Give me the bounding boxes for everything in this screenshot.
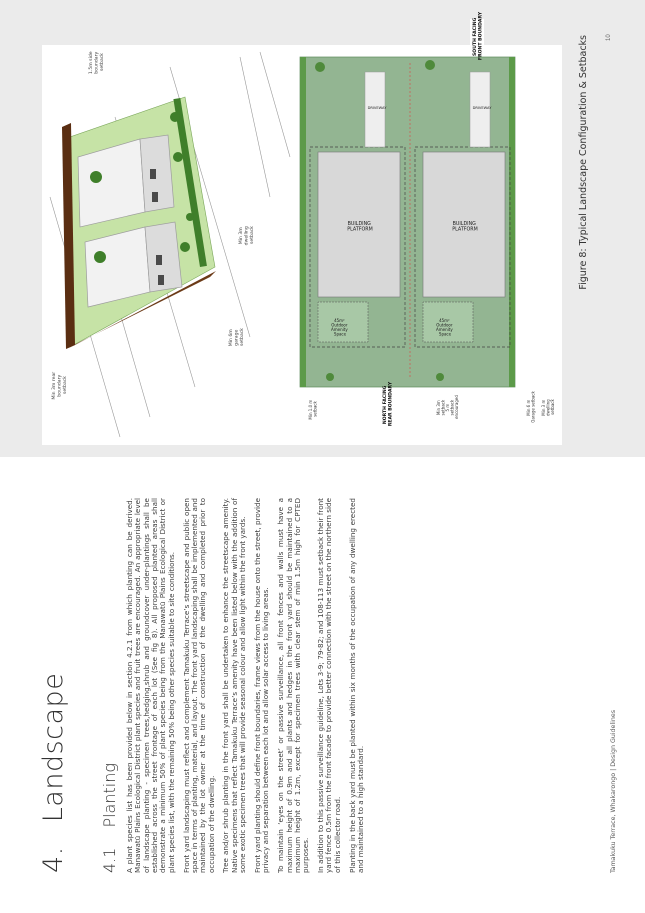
chapter-heading (38, 673, 69, 873)
garage-setback-label: Min 6m garage setback (229, 328, 245, 347)
chapter-title: Landscape (38, 672, 69, 823)
figure-caption: Figure 8: Typical Landscape Configuration & Setbacks (578, 35, 589, 290)
paragraph: Front yard landscaping must reflect and complement Tamakuku Terrace’s streetscape and public open space in terms of planting, material, and layout. The front yard landscaping shall be implemented and maintained by the lot owner at the time of construction of the dwelling and completed prior to occupation of the dwelling. (181, 498, 216, 873)
paragraph: To maintain ‘eyes on the street’ or passive surveillance, all front fences and walls must have a maximum height of 0.9m and all plants and hedges in the front yard should be maintained to a maximum height of 1.2m, except for specimen trees with clear stem of min 1.5m high for CPTED purposes. (276, 498, 311, 873)
section-title: Planting (100, 763, 119, 828)
outdoor-space-label: 45m² Outdoor Amenity Space (436, 318, 453, 337)
side-setback-label: 1.5m side boundary setback (89, 51, 105, 75)
chapter-number: 4. (38, 846, 69, 873)
section-number: 4.1 (100, 847, 119, 873)
driveway-label: DRIVEWAY (472, 106, 492, 110)
driveway-label: DRIVEWAY (367, 106, 387, 110)
paragraph: Front yard planting should define front boundaries, frame views from the house onto the street, provide privacy and separation between each lot and allow solar access to living areas. (252, 498, 271, 873)
outdoor-space-label: 45m² Outdoor Amenity Space (331, 318, 348, 337)
dwelling-setback-label: Min 3 m dwelling setback (541, 399, 555, 416)
south-boundary-label: SOUTH FACING FRONT BOUNDARY (473, 11, 484, 61)
body-text (126, 498, 372, 873)
north-boundary-label: NORTH FACING REAR BOUNDARY (383, 381, 394, 427)
page-footer: Tamakuku Terrace, Whakarongo | Design Guidelines (610, 709, 617, 873)
rear-setback-label: Min 3m rear boundary setback (52, 371, 68, 400)
min-3m-setback-label: Min 3m setback 5 m setback encouraged (436, 395, 459, 419)
paragraph: A plant species list has been provided below in section 4.2.1 from which planting can be derived. Manawatū Plains Ecological District plant species and fruit trees are encouraged. An appropriate level of landscape planting - specimen trees,hedging,shrub and groundcover under-plantings shall be established across the street frontage of each lot (See fig 8). All proposed planted areas shall demonstrate a minimum 50% of plant species being from the Manawatū Plains Ecological District or plant species list, with the remaining 50% being other species suitable to site conditions. (125, 498, 176, 873)
page-number: 10 (606, 34, 612, 41)
dwelling-setback-label: Min 3m dwelling setback (239, 226, 255, 246)
paragraph: In addition to this passive surveillance guideline, Lots 3-9; 79-82; and 108-113 must setback their front yard fence 0.5m from the front facade to provide better connection with the street on the northern side of this collector road. (316, 498, 342, 873)
min-setback-label: Min 1.0 m setback (308, 399, 318, 420)
section-heading (100, 763, 119, 873)
garage-setback-label: Min 6 m Garage setback (526, 391, 536, 423)
paragraph: Tree and/or shrub planting in the front yard shall be undertaken to enhance the streetscape amenity. Native specimens that reflect Tamakuku Terrace’s amenity have been listed below with the addition of some exotic specimen trees that will provide seasonal colour and allow light within the front yards. (221, 498, 248, 873)
building-platform-label: BUILDING PLATFORM (347, 222, 373, 233)
paragraph: Planting in the back yard must be planted within six months of the occupation of any dwelling erected and maintained to a high standard. (347, 498, 365, 873)
building-platform-label: BUILDING PLATFORM (452, 222, 478, 233)
text-page (0, 457, 645, 913)
